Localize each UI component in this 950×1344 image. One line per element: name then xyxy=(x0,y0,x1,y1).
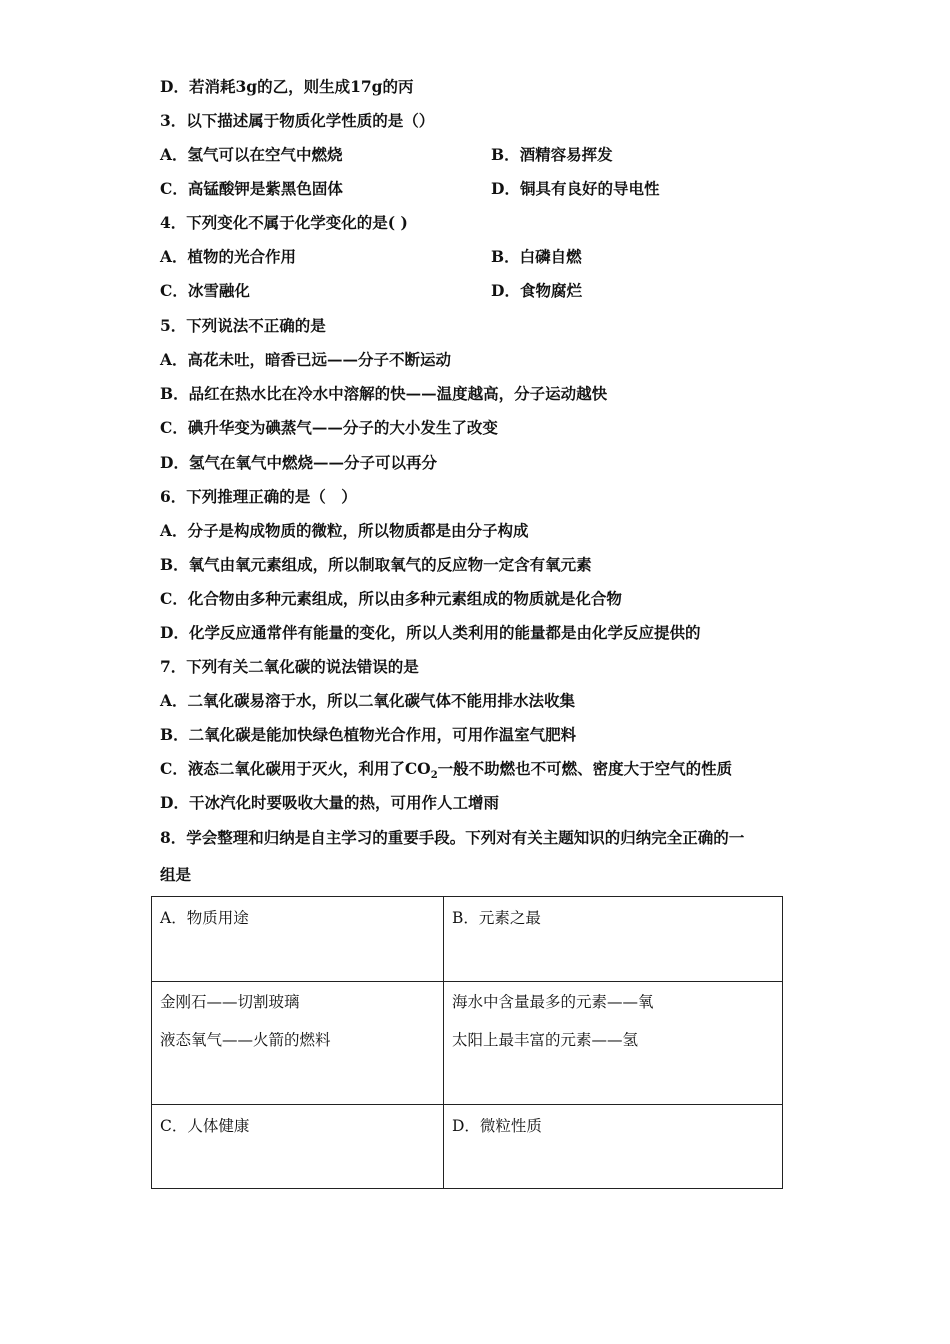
q6-option-b: B．氧气由氧元素组成，所以制取氧气的反应物一定含有氧元素 xyxy=(160,555,592,574)
q7-option-c-text: C．液态二氧化碳用于灭火，利用了CO xyxy=(160,759,431,778)
q3-option-d: D．铜具有良好的导电性 xyxy=(491,179,660,198)
q5-option-c: C．碘升华变为碘蒸气——分子的大小发生了改变 xyxy=(160,418,498,437)
cell-a-line2: 液态氧气——火箭的燃料 xyxy=(160,1031,331,1049)
cell-b-head xyxy=(444,897,783,982)
question-6: 6．下列推理正确的是（ ） xyxy=(160,487,357,506)
co2-subscript: 2 xyxy=(430,770,438,782)
q7-option-c-text-rest: 一般不助燃也不可燃、密度大于空气的性质 xyxy=(437,759,733,778)
cell-a-line1: 金刚石——切割玻璃 xyxy=(160,993,300,1011)
q7-option-c xyxy=(160,758,732,787)
question-4: 4．下列变化不属于化学变化的是( ) xyxy=(160,213,408,232)
q7-option-b: B．二氧化碳是能加快绿色植物光合作用，可用作温室气肥料 xyxy=(160,725,577,744)
cell-d-head xyxy=(444,1105,783,1189)
q6-option-c: C．化合物由多种元素组成，所以由多种元素组成的物质就是化合物 xyxy=(160,589,622,608)
q7-option-a: A．二氧化碳易溶于水，所以二氧化碳气体不能用排水法收集 xyxy=(160,691,576,710)
cell-b-head-text: B．元素之最 xyxy=(452,909,541,927)
cell-b-body xyxy=(444,982,783,1105)
cell-b-line1: 海水中含量最多的元素——氧 xyxy=(452,993,654,1011)
q4-option-b: B．白磷自燃 xyxy=(491,247,582,266)
q7-option-d: D．干冰汽化时要吸收大量的热，可用作人工增雨 xyxy=(160,793,499,812)
q6-option-d: D．化学反应通常伴有能量的变化，所以人类利用的能量都是由化学反应提供的 xyxy=(160,623,701,642)
q3-option-c: C．高锰酸钾是紫黑色固体 xyxy=(160,179,343,198)
q5-option-d: D．氢气在氧气中燃烧——分子可以再分 xyxy=(160,453,437,472)
q5-option-b: B．品红在热水比在冷水中溶解的快——温度越高，分子运动越快 xyxy=(160,384,608,403)
question-3: 3．以下描述属于物质化学性质的是（） xyxy=(160,111,435,130)
q2-option-d: D．若消耗3g的乙，则生成17g的丙 xyxy=(160,77,414,96)
q4-option-a: A．植物的光合作用 xyxy=(160,247,297,266)
question-5: 5．下列说法不正确的是 xyxy=(160,316,326,335)
q4-option-d: D．食物腐烂 xyxy=(491,281,582,300)
cell-c-head-text: C．人体健康 xyxy=(160,1117,250,1135)
q3-option-a: A．氢气可以在空气中燃烧 xyxy=(160,145,343,164)
cell-c-head xyxy=(152,1105,444,1189)
cell-a-head-text: A．物质用途 xyxy=(160,909,249,927)
cell-b-line2: 太阳上最丰富的元素——氢 xyxy=(452,1031,639,1049)
question-8-line1: 8．学会整理和归纳是自主学习的重要手段。下列对有关主题知识的归纳完全正确的一 xyxy=(160,828,745,847)
question-8-line2: 组是 xyxy=(160,865,192,884)
cell-d-head-text: D．微粒性质 xyxy=(452,1117,542,1135)
cell-a-body xyxy=(152,982,444,1105)
q5-option-a: A．高花未吐，暗香已远——分子不断运动 xyxy=(160,350,452,369)
q4-option-c: C．冰雪融化 xyxy=(160,281,250,300)
q8-options-table xyxy=(151,896,783,1189)
cell-a-head xyxy=(152,897,444,982)
q6-option-a: A．分子是构成物质的微粒，所以物质都是由分子构成 xyxy=(160,521,529,540)
q3-option-b: B．酒精容易挥发 xyxy=(491,145,613,164)
question-7: 7．下列有关二氧化碳的说法错误的是 xyxy=(160,657,419,676)
